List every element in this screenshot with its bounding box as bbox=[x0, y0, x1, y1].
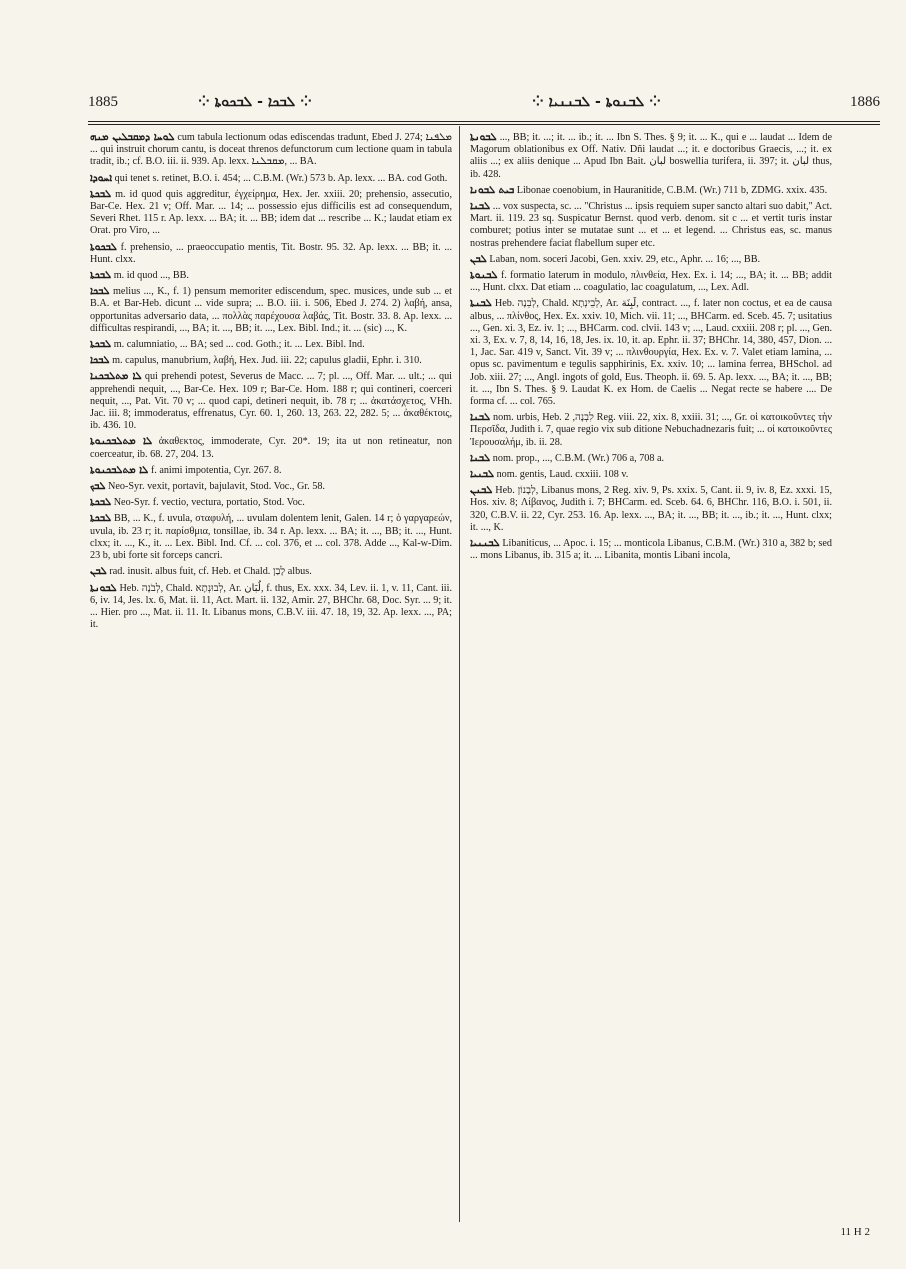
entry-headword: ܠܒܟܬܐ bbox=[90, 497, 112, 509]
right-column bbox=[470, 132, 832, 1224]
entry-definition: ..., BB; it. ...; it. ... ib.; it. ... Ibn S. Thes. § 9; it. ... K., qui e ... laudat ... Idem de Magorum oblationibus ex Off. Nativ. Dñi laudat ...; it. e doctoribus Graecis, ...; it. ex aliis ...; ex aliis denique ... Apud Ibn Bait. لبان boswellia turifera, ii. 397; it. لبان thus, ib. 428. bbox=[470, 132, 832, 180]
dictionary-entry bbox=[90, 355, 452, 367]
dictionary-entry bbox=[90, 339, 452, 351]
header-rule-bottom bbox=[88, 124, 880, 125]
entry-headword: ܠܐ ܡܬܠܒܟܢܘܬܐ bbox=[90, 436, 153, 448]
entry-headword: ܠܐ ܡܬܠܒܟܢܐ bbox=[90, 371, 142, 383]
entry-headword: ܠܒܢ bbox=[90, 566, 107, 578]
entry-definition: ... vox suspecta, sc. ... "Christus ... ipsis requiem super sancto altari suo dabit," Act. Mart. ii. 119. 23 sq. Suspicatur Bernst. quod verb. denom. sit c ... et vertit turis instar comburet; potius inter se mutatae sunt ... et ... et legend. ... Christus eas, sc. manus nostras prehendere faciat flabellum super etc. bbox=[470, 201, 832, 249]
entry-definition: m. calumniatio, ... BA; sed ... cod. Goth.; it. ... Lex. Bibl. Ind. bbox=[113, 339, 365, 351]
entry-headword: ܠܐ ܡܬܠܒܟܢܘܬܐ bbox=[90, 464, 149, 476]
entry-headword: ܠܒܢܢܝܐ bbox=[470, 538, 500, 550]
dictionary-entry bbox=[470, 254, 832, 266]
dictionary-entry bbox=[90, 189, 452, 238]
right-running-title: ⁘ ܠܒܢܘܬܐ - ܠܒܢܢܝܐ ⁘ bbox=[532, 94, 661, 110]
entry-definition: qui tenet s. retinet, B.O. i. 454; ... C.B.M. (Wr.) 573 b. Ap. lexx. ... BA. cod Goth. bbox=[114, 172, 448, 184]
entry-definition: nom. gentis, Laud. cxxiii. 108 v. bbox=[496, 469, 629, 481]
dictionary-entry bbox=[90, 513, 452, 562]
entry-definition: Libonae coenobium, in Hauranitide, C.B.M. (Wr.) 711 b, ZDMG. xxix. 435. bbox=[516, 184, 828, 196]
entry-headword: ܠܒܘܢܬܐ bbox=[90, 582, 117, 594]
left-page-number: 1885 bbox=[88, 94, 118, 110]
entry-headword: ܠܒܢܬܐ bbox=[470, 298, 492, 310]
dictionary-entry bbox=[470, 298, 832, 408]
entry-headword: ܠܒܢܐ bbox=[470, 201, 491, 213]
entry-headword: ܠܒܢܢ bbox=[470, 485, 493, 497]
entry-headword: ܠܒܢܝܐ bbox=[470, 469, 495, 481]
entry-headword: ܐܚܘܕܐ bbox=[90, 172, 113, 184]
dictionary-entry bbox=[470, 185, 832, 197]
entry-definition: f. animi impotentia, Cyr. 267. 8. bbox=[150, 464, 282, 476]
dictionary-entry bbox=[90, 436, 452, 460]
entry-definition: f. prehensio, ... praeoccupatio mentis, Tit. Bostr. 95. 32. Ap. lexx. ... BB; it. ... Hunt. clxx. bbox=[90, 241, 452, 265]
dictionary-entry bbox=[470, 538, 832, 562]
entry-definition: Heb. לְבֵנָה, Chald. לְבֵינְתָא, Ar. لَبِنَة, contract. ..., f. later non coctus, et ea de causa albus, ... πλίνθος, Hex. Ex. xxiv. 10, Mich. vii. 11; ..., BHCarm. ed. Sceb. 45. 7; usitatius ..., Gen. xi. 3, Ez. iv. 1; ..., BHCarm. cod. clvii. 143 v; ..., Laud. cxxiii. 208 r; pl. ..., Gen. xi. 3, Ex. v. 7, 8, 14, 16, 18, Jes. ix. 10, it. ap. Ephr. ii. 37; BHChr. 14, 380, 457, Dion. ... 1, Jac. Sar. 419 v, Sanct. Vit. 39 v; ... πλινθουργία, Hex. Ex. v. 7. Valet etiam lamina, ... opus sc. pavimentum e tegulis sapphirinis, Ex. xxiv. 10; ... lamina ferrea, BHSchol. ad Job. xiii. 27; ..., Angl. ingots of gold, Eus. Theoph. ii. 69. 5. Ap. lexx. ..., BA; it. ..., BB; it. ..., Ibn S. Thes. § 9. Laudat K. ex Hom. de Caelis ... Negat recte se habere .... De forma cf. ... col. 765. bbox=[470, 298, 832, 408]
right-page-number: 1886 bbox=[850, 94, 880, 110]
dictionary-entry bbox=[90, 481, 452, 493]
entry-headword: ܠܒܟ bbox=[90, 481, 106, 493]
running-head bbox=[0, 92, 906, 118]
header-rule-top bbox=[88, 121, 880, 122]
entry-definition: Libaniticus, ... Apoc. i. 15; ... monticola Libanus, C.B.M. (Wr.) 310 a, 382 b; sed ... mons Libanus, ib. 315 a; it. ... Libanita, montis Libani incola, bbox=[470, 538, 832, 562]
entry-definition: Heb. לְבֹנָה, Chald. לְבוּנְתָא, Ar. لُبَان, f. thus, Ex. xxx. 34, Lev. ii. 1, v. 11, Cant. iii. 6, iv. 14, Jes. lx. 6, Mat. ii. 11, Act. Mart. ii. 132, Amir. 27, BHChr. 68, Doc. Syr. ... 9; it. ... Hier. pro ..., Mat. ii. 11. It. Libanus mons, C.B.V. iii. 47. 18, 19, 32. Ap. lexx. ..., PA; it. bbox=[90, 582, 452, 631]
column-divider bbox=[459, 126, 460, 1222]
entry-headword: ܠܒܢܐ bbox=[470, 452, 491, 464]
dictionary-entry bbox=[470, 201, 832, 250]
dictionary-entry bbox=[90, 566, 452, 578]
entry-headword: ܠܒܢܐ bbox=[470, 412, 491, 424]
dictionary-entry bbox=[90, 132, 452, 169]
dictionary-entry bbox=[90, 371, 452, 432]
entry-headword: ܠܒܟܬܐ bbox=[90, 188, 112, 200]
left-column bbox=[90, 132, 452, 1224]
dictionary-entry bbox=[90, 173, 452, 185]
dictionary-entry bbox=[470, 412, 832, 449]
dictionary-entry bbox=[90, 465, 452, 477]
entry-headword: ܠܒܟܬܐ bbox=[90, 270, 112, 282]
entry-definition: m. id quod quis aggreditur, ἐγχείρημα, Hex. Jer. xxiii. 20; prehensio, assecutio, Bar-Ce. Hex. 21 v; Off. Mar. ... 14; ... possessio ejus difficilis est ad consequendum, Severi Rhet. 115 r. Ap. lexx. ... BA; it. ... BB; idem dat ... rescribe ... K.; laudat etiam ex Orat. pro Viro, ... bbox=[90, 188, 452, 237]
dictionary-entry bbox=[470, 453, 832, 465]
dictionary-entry bbox=[470, 485, 832, 534]
entry-definition: Heb. לְבָנוֹן, Libanus mons, 2 Reg. xiv. 9, Ps. xxix. 5, Cant. ii. 9, iv. 8, Ez. xxxi. 15, Hos. xiv. 8; Λίβανος, Judith i. 7; BHCarm. ed. Sceb. 64. 6, BHChr. 116, B.O. i. 501, ii. 320, C.B.V. ii. 22, Cyr. 253. 16. Ap. lexx. ..., BA; it. ..., BB; it. ..., ib.; it. ..., Hunt. clxx; it. ..., K. bbox=[470, 485, 832, 533]
entry-definition: BB, ... K., f. uvula, σταφυλή, ... uvulam dolentem lenit, Galen. 14 r; ὁ γαργαρεών, uvula, ib. 23 r; it. παρίσθμια, tonsillae, ib. 34 r. Ap. lexx. ... BA; it. ..., BB; it. ..., Hunt. clxx; it. ..., K., it. ... Lex. Bibl. Ind. Cf. ... col. 376, et ... col. 378. Adde ..., Kal-w-Dim. 23 b, ubi forte sit forceps cancri. bbox=[90, 513, 452, 562]
entry-headword: ܠܒܘܢܬܐ bbox=[470, 132, 497, 143]
entry-definition: nom. urbis, Heb. לִבְנָה, 2 Reg. viii. 22, xix. 8, xxiii. 31; ..., Gr. οἱ κατοικοῦντες τὴν Περσῖδα, Judith i. 7, quae regio vix sub ditione Nebuchadnezaris fuit; ... οἱ κατοικοῦντες Ἰερουσαλήμ, ib. ii. 28. bbox=[470, 412, 832, 448]
entry-definition: Laban, nom. soceri Jacobi, Gen. xxiv. 29, etc., Aphr. ... 16; ..., BB. bbox=[489, 253, 761, 265]
entry-headword: ܠܒܟܬܐ bbox=[90, 339, 112, 351]
entry-definition: cum tabula lectionum odas ediscendas tradunt, Ebed J. 274; ܡܠܦܢܐ ... qui instruit chorum cantu, is doceat threnos defunctorum cum lectione quam in tabula tradit, ib.; cf. B.O. iii. ii. 939. Ap. lexx. ܡܩܒܠܢܐ, ... BA. bbox=[90, 132, 452, 168]
entry-headword: ܠܒܟܐ bbox=[90, 355, 110, 367]
dictionary-entry bbox=[90, 286, 452, 335]
dictionary-entry bbox=[90, 242, 452, 266]
dictionary-entry bbox=[90, 497, 452, 509]
signature-mark: 11 H 2 bbox=[840, 1226, 870, 1238]
entry-headword: ܠܒܢ bbox=[470, 253, 487, 265]
entry-headword: ܒܝܬ ܠܒܘܢܐ bbox=[470, 184, 515, 196]
dictionary-entry bbox=[470, 270, 832, 294]
entry-definition: nom. prop., ..., C.B.M. (Wr.) 706 a, 708 a. bbox=[492, 452, 665, 464]
entry-definition: rad. inusit. albus fuit, cf. Heb. et Chald. לָבַן albus. bbox=[109, 566, 312, 578]
dictionary-entry bbox=[90, 583, 452, 632]
left-running-title: ⁘ ܠܒܟܐ - ܠܒܟܘܬܐ ⁘ bbox=[198, 94, 312, 110]
entry-definition: melius ..., K., f. 1) pensum memoriter ediscendum, spec. musices, unde sub ... et B.A. et Bar-Heb. dicunt ... vide supra; ... B.O. iii. i. 506, Ebed J. 274. 2) λαβή, ansa, opportunitas adversario data, ... πολλὰς παρέχουσα λαβάς, Tit. Bostr. 33. 8. Ap. lexx. ... difficultas respirandi, ..., BA; it. ..., BB; it. ..., Lex. Bibl. Ind.; it. ... (sic) ..., K. bbox=[90, 286, 452, 334]
entry-definition: Neo-Syr. f. vectio, vectura, portatio, Stod. Voc. bbox=[113, 497, 305, 509]
entry-definition: m. id quod ..., BB. bbox=[113, 270, 189, 282]
entry-headword: ܠܒܟܘܬܐ bbox=[90, 241, 117, 253]
entry-definition: f. formatio laterum in modulo, πλινθεία, Hex. Ex. i. 14; ..., BA; it. ... BB; addit ..., Hunt. clxx. Dat etiam ... coagulatio, lac coagulatum, ..., Lex. Adl. bbox=[470, 270, 832, 294]
entry-definition: Neo-Syr. vexit, portavit, bajulavit, Stod. Voc., Gr. 58. bbox=[108, 481, 325, 493]
entry-headword: ܠܒܢܘܬܐ bbox=[470, 270, 498, 282]
dictionary-entry bbox=[470, 469, 832, 481]
entry-definition: m. capulus, manubrium, λαβή, Hex. Jud. iii. 22; capulus gladii, Ephr. i. 310. bbox=[112, 355, 422, 367]
entry-headword: ܠܒܟܬܐ bbox=[90, 513, 112, 525]
entry-definition: ἀκαθεκτος, immoderate, Cyr. 20*. 19; ita ut non retineatur, non coerceatur, ib. 68. 27, 204. 13. bbox=[90, 436, 452, 460]
dictionary-entry bbox=[470, 132, 832, 181]
entry-headword: ܠܒܟܐ bbox=[90, 286, 110, 298]
dictionary-entry bbox=[90, 270, 452, 282]
entry-headword: ܠܘܚܐ ܕܡܩܒܠܝܢ ܡܢܗ bbox=[90, 132, 175, 143]
entry-definition: qui prehendi potest, Severus de Macc. ... 7; pl. ..., Off. Mar. ... ult.; ... qui apprehendi nequit, ..., Bar-Ce. Hex. 109 r; Bar-Ce. Hom. 188 r; qui contineri, coerceri nequit, ..., Pat. Vit. 70 v; ... quod capi, detineri nequit, ib. 78 r; ... ἀκατάσχετος, VHh. Jac. iii. 8; immoderatus, effrenatus, Cyr. 60. 1, 260. 13, 263. 22, 282. 5; ... ἀκαθέκτοις, ib. 436. 10. bbox=[90, 371, 452, 432]
